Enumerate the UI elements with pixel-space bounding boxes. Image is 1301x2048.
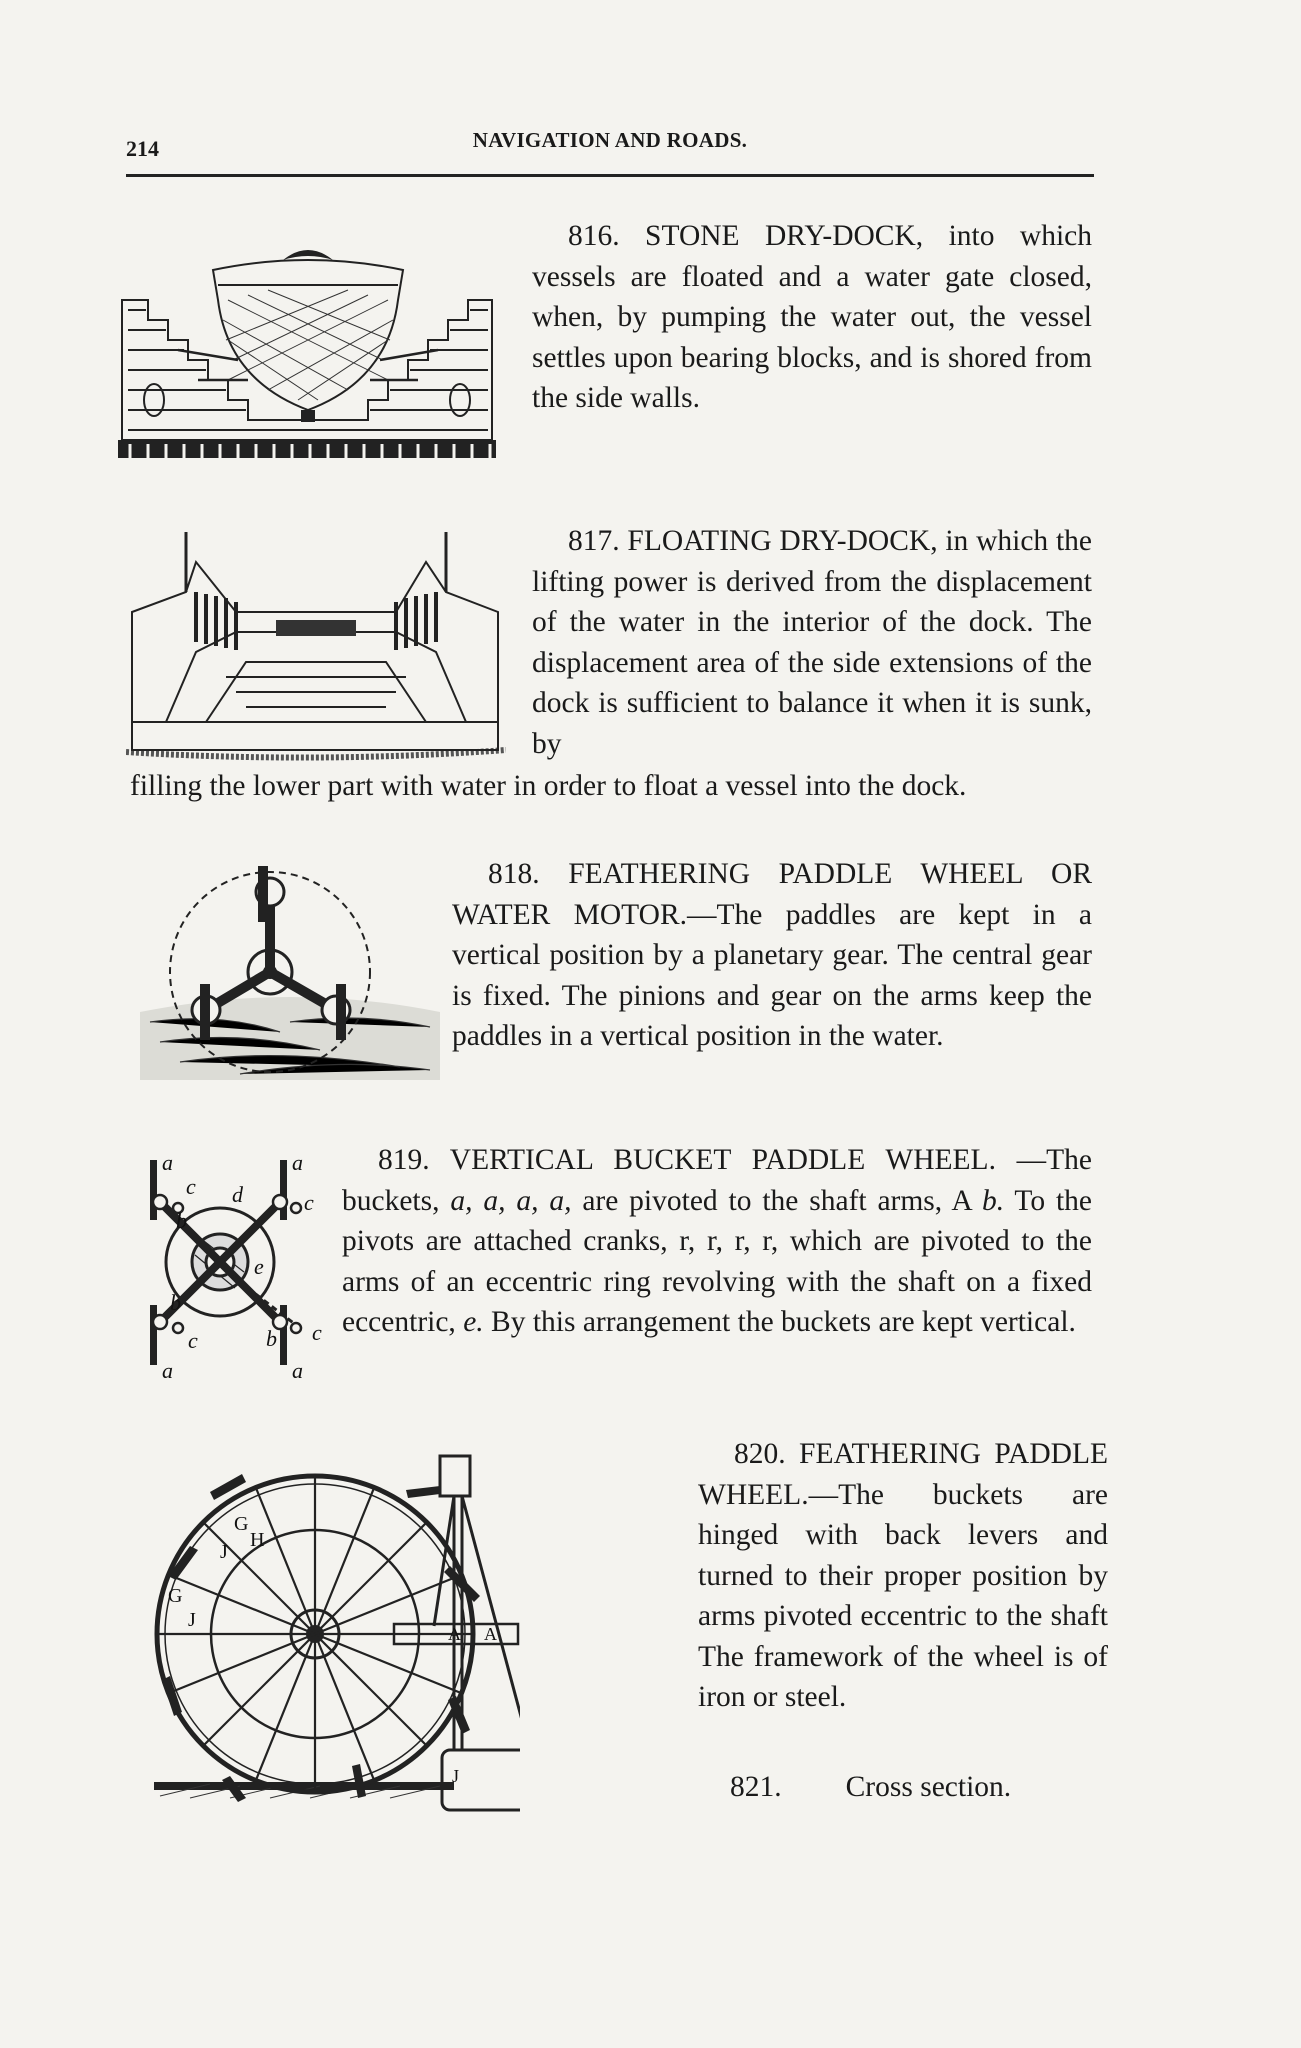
fig819-label-a3: a: [162, 1358, 173, 1382]
entry-819-number: 819.: [378, 1144, 430, 1176]
feathering-water-motor-figure: [140, 862, 440, 1080]
stone-dry-dock-figure: [118, 240, 496, 470]
entry-817: [532, 521, 1092, 764]
fig819-label-c3: c: [188, 1328, 198, 1353]
fig820-label-a2: A: [448, 1624, 461, 1644]
fig820-label-g2: G: [168, 1585, 183, 1607]
fig819-label-c4: c: [312, 1320, 322, 1345]
vertical-bucket-paddle-wheel-figure: [140, 1150, 335, 1382]
entry-821: [730, 1771, 1011, 1804]
entry-820: [698, 1434, 1108, 1718]
entry-818-number: 818.: [488, 858, 540, 890]
entry-818: [452, 854, 1092, 1057]
fig820-label-j1: J: [220, 1541, 228, 1563]
floating-dry-dock-figure: [126, 532, 506, 768]
entry-819-text-b-italic: b.: [981, 1184, 1005, 1217]
feathering-paddle-wheel-figure: [150, 1446, 520, 1836]
page-header: [126, 128, 1094, 168]
fig819-label-b1: b: [176, 1208, 187, 1233]
fig819-label-d: d: [232, 1182, 243, 1207]
fig820-label-h: H: [250, 1529, 265, 1551]
entry-816-title: STONE DRY-DOCK,: [645, 220, 924, 252]
fig819-label-a1: a: [162, 1150, 173, 1175]
header-rule: [126, 174, 1094, 177]
fig819-label-c2: c: [304, 1190, 314, 1215]
entry-817-text: in which the lifting power is derived from the displacement of the water in the interior of the dock. The displacement area of the side extensions of the dock is sufficient to balance it when it is sunk, by: [532, 525, 1092, 760]
entry-819-text-c-italic: e.: [463, 1306, 484, 1338]
entry-817-title: FLOATING DRY-DOCK,: [627, 525, 938, 557]
entry-816-text: into which vessels are floated and a water gate closed, when, by pumping the water out, the vessel settles upon bearing blocks, and is shored from the side walls.: [532, 220, 1092, 414]
running-head: NAVIGATION AND ROADS.: [472, 128, 748, 152]
entry-817-number: 817.: [568, 525, 620, 557]
page-number: 214: [126, 136, 159, 161]
entry-821-number: 821.: [730, 1771, 782, 1803]
fig819-label-c1: c: [186, 1174, 196, 1199]
fig820-label-j2: J: [188, 1609, 196, 1631]
fig820-label-g1: G: [234, 1513, 249, 1535]
entry-819-text-c: To the pivots are attached cranks, r, r, r, r, which are pivoted to the arms of an eccentric ring revolving with the shaft on a fixed eccentric,: [342, 1184, 1093, 1338]
entry-821-caption: Cross section.: [845, 1771, 1012, 1803]
entry-819-text-a-italic: a, a, a, a,: [450, 1184, 572, 1217]
fig820-label-a1: A: [484, 1624, 497, 1644]
entry-819-text-d: By this arrangement the buckets are kept vertical.: [483, 1306, 1076, 1338]
entry-819: [342, 1140, 1092, 1343]
fig819-label-b2: b: [170, 1290, 181, 1315]
fig819-label-a2: a: [292, 1150, 303, 1175]
entry-820-number: 820.: [734, 1438, 786, 1470]
entry-819-text-b: are pivoted to the shaft arms, A: [571, 1184, 982, 1217]
fig819-label-b3: b: [266, 1326, 277, 1351]
entry-819-title: VERTICAL BUCKET PADDLE WHEEL.: [449, 1144, 996, 1176]
entry-818-text: —The paddles are kept in a vertical position by a planetary gear. The central gear is fixed. The pinions and gear on the arms keep the paddles in a vertical position in the water.: [452, 898, 1092, 1052]
entry-816: [532, 216, 1092, 419]
entry-817-continuation: filling the lower part with water in order to float a vessel into the dock.: [130, 770, 967, 802]
entry-820-title: FEATHERING PADDLE WHEEL.: [698, 1438, 1108, 1511]
entry-816-number: 816.: [568, 220, 620, 252]
fig819-label-e: e: [254, 1254, 264, 1279]
fig819-label-a4: a: [292, 1358, 303, 1382]
entry-818-title: FEATHERING PADDLE WHEEL OR WATER MOTOR.: [452, 858, 1092, 931]
fig820-label-j3: J: [452, 1766, 460, 1786]
entry-820-text: —The buckets are hinged with back levers and turned to their proper position by arms pivoted eccentric to the shaft The framework of the wheel is of iron or steel.: [698, 1478, 1108, 1713]
entry-819-text-a: —The buckets,: [342, 1144, 1093, 1217]
